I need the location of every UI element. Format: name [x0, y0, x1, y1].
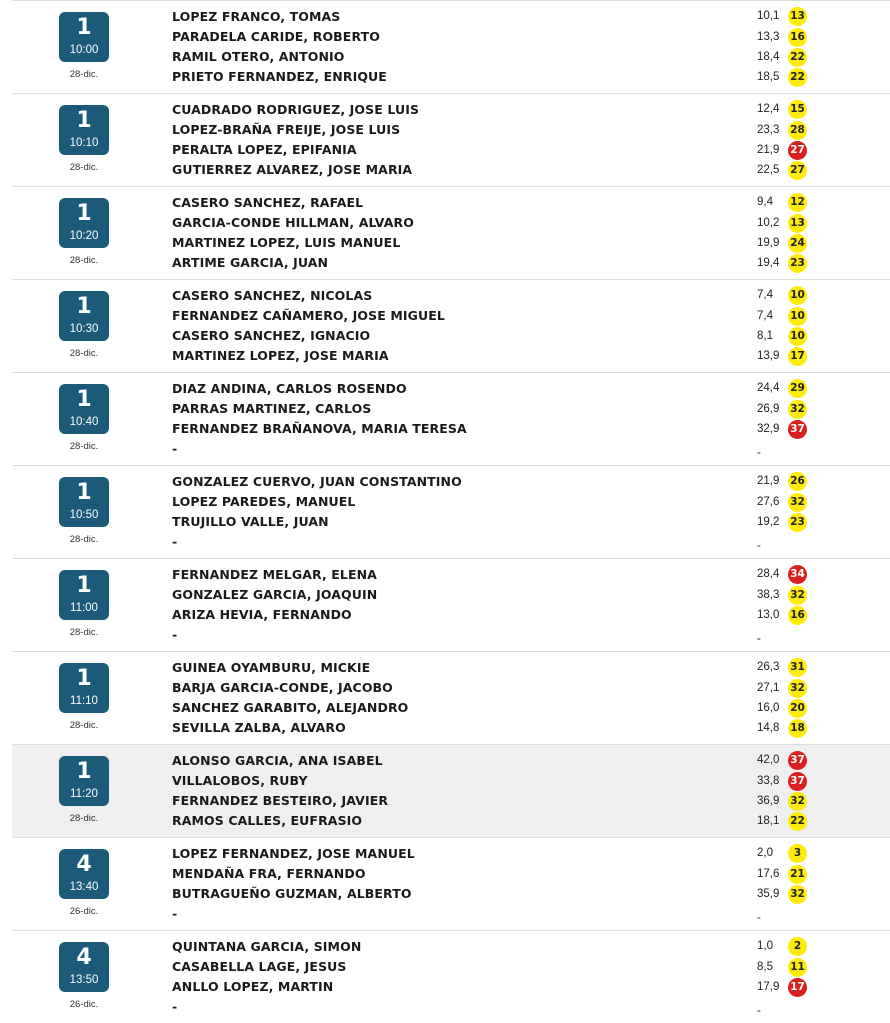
hole-number: 1 — [76, 294, 92, 319]
tee-time: 13:50 — [69, 974, 99, 986]
tee-time: 10:50 — [69, 509, 99, 521]
handicap-index: 8,5 — [757, 961, 773, 973]
hole-number: 4 — [76, 852, 92, 877]
tee-time-group[interactable] — [12, 186, 890, 279]
handicap-index: - — [757, 540, 761, 552]
tee-time-group[interactable] — [12, 744, 890, 837]
handicap-index: 7,4 — [757, 289, 773, 301]
playing-handicap-badge: 13 — [788, 214, 807, 233]
player-name: RAMIL OTERO, ANTONIO — [172, 49, 345, 64]
tee-time-group[interactable] — [12, 558, 890, 651]
tee-date: 28-dic. — [69, 627, 99, 638]
handicap-index: 26,9 — [757, 403, 780, 415]
playing-handicap-badge: 17 — [788, 978, 807, 997]
tee-time-group[interactable] — [12, 279, 890, 372]
player-name: RAMOS CALLES, EUFRASIO — [172, 813, 363, 828]
player-name: FERNANDEZ BESTEIRO, JAVIER — [172, 793, 389, 808]
player-name: GARCIA-CONDE HILLMAN, ALVARO — [172, 215, 414, 230]
handicap-index: 10,2 — [757, 217, 780, 229]
playing-handicap-badge: 29 — [788, 379, 807, 398]
player-name: LOPEZ PAREDES, MANUEL — [172, 494, 356, 509]
tee-time-group[interactable] — [12, 930, 890, 1023]
player-name: VILLALOBOS, RUBY — [172, 773, 308, 788]
tee-badge — [59, 12, 109, 62]
handicap-index: 38,3 — [757, 589, 780, 601]
player-name: GONZALEZ GARCIA, JOAQUIN — [172, 587, 378, 602]
playing-handicap-badge: 31 — [788, 658, 807, 677]
tee-date: 28-dic. — [69, 720, 99, 731]
player-name: ANLLO LOPEZ, MARTIN — [172, 979, 334, 994]
playing-handicap-badge: 3 — [788, 844, 807, 863]
playing-handicap-badge: 37 — [788, 772, 807, 791]
playing-handicap-badge: 27 — [788, 161, 807, 180]
playing-handicap-badge: 16 — [788, 606, 807, 625]
playing-handicap-badge: 32 — [788, 400, 807, 419]
handicap-index: 8,1 — [757, 330, 773, 342]
player-name: - — [172, 906, 178, 921]
tee-date: 28-dic. — [69, 441, 99, 452]
tee-badge — [59, 663, 109, 713]
tee-date: 28-dic. — [69, 534, 99, 545]
player-name: - — [172, 627, 178, 642]
handicap-index: 19,2 — [757, 516, 780, 528]
player-name: CUADRADO RODRIGUEZ, JOSE LUIS — [172, 102, 420, 117]
handicap-index: 21,9 — [757, 475, 780, 487]
handicap-index: 19,4 — [757, 257, 780, 269]
hole-number: 1 — [76, 15, 92, 40]
tee-date: 28-dic. — [69, 162, 99, 173]
player-name: ALONSO GARCIA, ANA ISABEL — [172, 753, 383, 768]
playing-handicap-badge: 13 — [788, 7, 807, 26]
tee-badge — [59, 384, 109, 434]
player-name: CASERO SANCHEZ, RAFAEL — [172, 195, 364, 210]
player-name: FERNANDEZ MELGAR, ELENA — [172, 567, 377, 582]
playing-handicap-badge: 23 — [788, 254, 807, 273]
playing-handicap-badge: 12 — [788, 193, 807, 212]
handicap-index: 17,6 — [757, 868, 780, 880]
player-name: QUINTANA GARCIA, SIMON — [172, 939, 362, 954]
playing-handicap-badge: 22 — [788, 812, 807, 831]
tee-time-group[interactable] — [12, 372, 890, 465]
playing-handicap-badge: 10 — [788, 307, 807, 326]
tee-date: 28-dic. — [69, 348, 99, 359]
player-name: ARTIME GARCIA, JUAN — [172, 255, 329, 270]
playing-handicap-badge: 37 — [788, 420, 807, 439]
hole-number: 4 — [76, 945, 92, 970]
player-name: - — [172, 441, 178, 456]
tee-time: 11:10 — [70, 695, 98, 707]
tee-badge — [59, 477, 109, 527]
playing-handicap-badge: 17 — [788, 347, 807, 366]
handicap-index: 32,9 — [757, 423, 780, 435]
playing-handicap-badge: 23 — [788, 513, 807, 532]
handicap-index: 13,3 — [757, 31, 780, 43]
player-name: PARRAS MARTINEZ, CARLOS — [172, 401, 372, 416]
handicap-index: 1,0 — [757, 940, 773, 952]
player-name: CASABELLA LAGE, JESUS — [172, 959, 347, 974]
hole-number: 1 — [76, 759, 92, 784]
player-name: LOPEZ FRANCO, TOMAS — [172, 9, 341, 24]
player-name: CASERO SANCHEZ, IGNACIO — [172, 328, 371, 343]
handicap-index: 22,5 — [757, 164, 780, 176]
handicap-index: 12,4 — [757, 103, 780, 115]
tee-time-group[interactable] — [12, 837, 890, 930]
player-name: SEVILLA ZALBA, ALVARO — [172, 720, 346, 735]
player-name: ARIZA HEVIA, FERNANDO — [172, 607, 352, 622]
handicap-index: 35,9 — [757, 888, 780, 900]
player-name: - — [172, 534, 178, 549]
handicap-index: 16,0 — [757, 702, 780, 714]
hole-number: 1 — [76, 387, 92, 412]
playing-handicap-badge: 20 — [788, 699, 807, 718]
tee-time-group[interactable] — [12, 651, 890, 744]
player-name: GONZALEZ CUERVO, JUAN CONSTANTINO — [172, 474, 462, 489]
playing-handicap-badge: 26 — [788, 472, 807, 491]
handicap-index: 28,4 — [757, 568, 780, 580]
player-name: TRUJILLO VALLE, JUAN — [172, 514, 329, 529]
tee-time-group[interactable] — [12, 93, 890, 186]
hole-number: 1 — [76, 573, 92, 598]
player-name: - — [172, 999, 178, 1014]
playing-handicap-badge: 22 — [788, 48, 807, 67]
tee-badge — [59, 570, 109, 620]
player-name: GUTIERREZ ALVAREZ, JOSE MARIA — [172, 162, 413, 177]
tee-time: 10:40 — [69, 416, 99, 428]
handicap-index: 21,9 — [757, 144, 780, 156]
playing-handicap-badge: 22 — [788, 68, 807, 87]
tee-badge — [59, 198, 109, 248]
player-name: MARTINEZ LOPEZ, LUIS MANUEL — [172, 235, 401, 250]
handicap-index: 26,3 — [757, 661, 780, 673]
player-name: CASERO SANCHEZ, NICOLAS — [172, 288, 373, 303]
playing-handicap-badge: 32 — [788, 885, 807, 904]
handicap-index: 42,0 — [757, 754, 780, 766]
playing-handicap-badge: 15 — [788, 100, 807, 119]
handicap-index: 17,9 — [757, 981, 780, 993]
handicap-index: 18,1 — [757, 815, 780, 827]
handicap-index: - — [757, 1005, 761, 1017]
playing-handicap-badge: 21 — [788, 865, 807, 884]
tee-badge — [59, 105, 109, 155]
tee-time: 13:40 — [69, 881, 99, 893]
playing-handicap-badge: 2 — [788, 937, 807, 956]
player-name: BUTRAGUEÑO GUZMAN, ALBERTO — [172, 886, 412, 901]
player-name: PERALTA LOPEZ, EPIFANIA — [172, 142, 357, 157]
playing-handicap-badge: 16 — [788, 28, 807, 47]
player-name: SANCHEZ GARABITO, ALEJANDRO — [172, 700, 409, 715]
handicap-index: 27,1 — [757, 682, 780, 694]
player-name: FERNANDEZ BRAÑANOVA, MARIA TERESA — [172, 421, 467, 436]
handicap-index: - — [757, 633, 761, 645]
playing-handicap-badge: 10 — [788, 327, 807, 346]
playing-handicap-badge: 24 — [788, 234, 807, 253]
player-name: MARTINEZ LOPEZ, JOSE MARIA — [172, 348, 389, 363]
player-name: MENDAÑA FRA, FERNANDO — [172, 866, 366, 881]
handicap-index: 13,9 — [757, 350, 780, 362]
tee-time-group[interactable] — [12, 465, 890, 558]
tee-date: 28-dic. — [69, 813, 99, 824]
tee-badge — [59, 942, 109, 992]
handicap-index: 18,4 — [757, 51, 780, 63]
tee-time: 11:00 — [70, 602, 98, 614]
handicap-index: 23,3 — [757, 124, 780, 136]
tee-date: 26-dic. — [69, 906, 99, 917]
playing-handicap-badge: 32 — [788, 792, 807, 811]
playing-handicap-badge: 27 — [788, 141, 807, 160]
handicap-index: 24,4 — [757, 382, 780, 394]
player-name: LOPEZ FERNANDEZ, JOSE MANUEL — [172, 846, 415, 861]
tee-time: 10:20 — [69, 230, 99, 242]
tee-time: 10:00 — [69, 44, 99, 56]
handicap-index: 2,0 — [757, 847, 773, 859]
tee-badge — [59, 756, 109, 806]
handicap-index: 9,4 — [757, 196, 773, 208]
tee-badge — [59, 849, 109, 899]
playing-handicap-badge: 18 — [788, 719, 807, 738]
tee-date: 28-dic. — [69, 69, 99, 80]
handicap-index: 7,4 — [757, 310, 773, 322]
player-name: FERNANDEZ CAÑAMERO, JOSE MIGUEL — [172, 308, 445, 323]
playing-handicap-badge: 32 — [788, 586, 807, 605]
tee-date: 26-dic. — [69, 999, 99, 1010]
tee-time-group[interactable] — [12, 0, 890, 93]
player-name: PRIETO FERNANDEZ, ENRIQUE — [172, 69, 387, 84]
playing-handicap-badge: 10 — [788, 286, 807, 305]
tee-time: 11:20 — [70, 788, 98, 800]
handicap-index: - — [757, 447, 761, 459]
hole-number: 1 — [76, 201, 92, 226]
hole-number: 1 — [76, 108, 92, 133]
player-name: GUINEA OYAMBURU, MICKIE — [172, 660, 371, 675]
tee-time: 10:30 — [69, 323, 99, 335]
handicap-index: 19,9 — [757, 237, 780, 249]
tee-time: 10:10 — [69, 137, 99, 149]
player-name: DIAZ ANDINA, CARLOS ROSENDO — [172, 381, 407, 396]
playing-handicap-badge: 28 — [788, 121, 807, 140]
playing-handicap-badge: 32 — [788, 493, 807, 512]
playing-handicap-badge: 32 — [788, 679, 807, 698]
handicap-index: 10,1 — [757, 10, 780, 22]
player-name: PARADELA CARIDE, ROBERTO — [172, 29, 380, 44]
handicap-index: 27,6 — [757, 496, 780, 508]
player-name: LOPEZ-BRAÑA FREIJE, JOSE LUIS — [172, 122, 401, 137]
playing-handicap-badge: 34 — [788, 565, 807, 584]
handicap-index: 18,5 — [757, 71, 780, 83]
playing-handicap-badge: 37 — [788, 751, 807, 770]
tee-badge — [59, 291, 109, 341]
hole-number: 1 — [76, 480, 92, 505]
playing-handicap-badge: 11 — [788, 958, 807, 977]
handicap-index: 33,8 — [757, 775, 780, 787]
handicap-index: - — [757, 912, 761, 924]
player-name: BARJA GARCIA-CONDE, JACOBO — [172, 680, 393, 695]
handicap-index: 36,9 — [757, 795, 780, 807]
handicap-index: 14,8 — [757, 722, 780, 734]
tee-date: 28-dic. — [69, 255, 99, 266]
hole-number: 1 — [76, 666, 92, 691]
handicap-index: 13,0 — [757, 609, 780, 621]
